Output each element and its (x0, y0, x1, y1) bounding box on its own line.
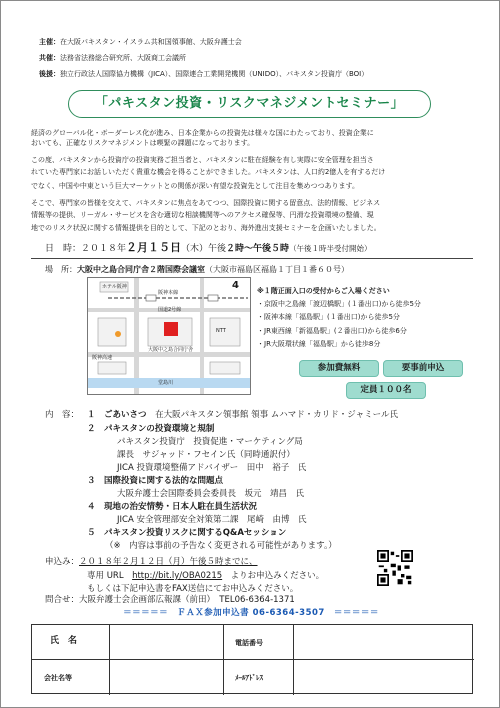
apply-url-link[interactable]: http://bit.ly/OBA0215 (132, 571, 223, 581)
map-label-line: 阪神本線 (158, 290, 179, 296)
content-item-2: ２ パキスタンの投資環境と規制 (87, 424, 215, 434)
intro-line: この度、パキスタンから投資庁の投資実務ご担当者と、パキスタンに駐在経験を有し実際に安全管理を担当さ (31, 156, 374, 164)
organizer-support: 後援：独立行政法人国際協力機構（JICA）、国際連合工業開発機関（UNIDO）、パキスタン投資庁（BOI） (39, 70, 369, 78)
intro-line: 経済のグローバル化・ボーダーレス化が進み、日本企業からの投資先は様々な国にわたっており、投資企業に (31, 129, 374, 137)
fax-header: ＝＝＝＝＝ ＦＡＸ参加申込書 06-6364-3507 ＝＝＝＝＝ (123, 608, 379, 618)
apply-fax-row: もしくは下記申込書をFAX送信にてお申込みください。 (87, 584, 299, 594)
map-label-expressway: 阪神高速 (92, 355, 113, 361)
map-label-river: 堂島川 (158, 380, 174, 386)
content-note: （※ 内容は事前の予告なく変更される可能性があります。） (105, 541, 337, 551)
divider (31, 258, 473, 259)
name-label: 氏 名 (50, 636, 78, 646)
badge-reservation: 要事前申込 (383, 360, 463, 377)
content-item-5: ５ パキスタン投資リスクに関するQ&Aセッション (87, 528, 287, 538)
seminar-title: 「パキスタン投資・リスクマネジメントセミナー」 (94, 96, 405, 111)
phone-field[interactable] (294, 625, 474, 660)
email-label: ﾒｰﾙｱﾄﾞﾚｽ (235, 674, 263, 682)
inquiry-row: 問合せ：大阪弁護士会企画部広報課（前田） TEL06-6364-1371 (45, 595, 295, 605)
content-item-1: １ ごあいさつ 在大阪パキスタン領事館 領事 ムハマド・カリド・ジャミール氏 (87, 410, 398, 420)
email-field[interactable] (294, 660, 474, 695)
intro-line: れていた専門家にお話しいただく貴重な機会を得ることができました。パキスタンは、人口約2億人を有するだけ (31, 168, 386, 176)
apply-row: 申込み：２０１８年２月１２日（月）午後５時までに、 (45, 557, 258, 567)
content-detail: JICA 安全管理部安全対策第二課 尾崎 由博 氏 (117, 515, 307, 525)
apply-url-row: 専用 URL http://bit.ly/OBA0215 よりお申込みください。 (87, 571, 325, 581)
content-label: 内 容： (45, 410, 80, 420)
intro-line: おいても、正確なリスクマネジメントは喫緊の課題になっております。 (31, 139, 255, 147)
qr-code-icon[interactable] (377, 550, 413, 586)
content-item-4: ４ 現地の治安情勢・日本人駐在員生活状況 (87, 502, 258, 512)
fax-application-form (31, 624, 473, 694)
access-route: ・阪神本線「福島駅」(１番出口)から徒歩5分 (257, 313, 400, 321)
map-label-building: 大阪中之島合同庁舎 (148, 347, 194, 353)
badge-free: 参加費無料 (299, 360, 379, 377)
map-label-ntt: NTT (216, 328, 226, 334)
organizer-cohost: 共催：法務省法務総合研究所、大阪商工会議所 (39, 54, 186, 62)
badge-capacity: 定員１００名 (346, 382, 426, 399)
map-label-hotel: ホテル阪神 (102, 284, 127, 290)
intro-line: 地でのリスク状況に関する情報提供を目的として、下記のとおり、海外進出支援セミナーを企画いたしました。 (31, 224, 381, 232)
access-map (87, 277, 251, 395)
intro-line: でなく、中国や中東という巨大マーケットとの関係が深い有望な投資先として注目を集めつつあります。 (31, 182, 359, 190)
access-route: ・京阪中之島線「渡辺橋駅」(１番出口)から徒歩5分 (257, 300, 421, 308)
company-field[interactable] (110, 660, 224, 695)
access-note: ※１階正面入口の受付からご入場ください (257, 287, 390, 295)
content-detail: 課長 サジャッド・フセイン氏（同時通訳付） (117, 450, 295, 460)
content-detail: パキスタン投資庁 投資促進・マーケティング局 (117, 437, 303, 447)
content-detail: 大阪弁護士会国際委員会委員長 坂元 靖昌 氏 (117, 489, 305, 499)
access-route: ・JR大阪環状線「福島駅」から徒歩8分 (257, 340, 381, 348)
date-row: 日 時：２０１８年２月１５日（木）午後２時～午後５時（午後１時半受付開始） (45, 241, 372, 254)
intro-line: 情報等の提供、リーガル・サービスを含む適切な相談機関等へのアクセス確保等、円滑な投資環境の整備、現 (31, 211, 374, 219)
map-label-kokudo: 国道2号線 (158, 307, 182, 313)
intro-line: そこで、専門家の皆様を交えて、パキスタンに焦点をあてつつ、国際投資に関する留意点、法的情報、ビジネス (31, 199, 381, 207)
organizer-host: 主催：在大阪パキスタン・イスラム共和国領事館、大阪弁護士会 (39, 38, 242, 46)
access-route: ・JR東西線「新福島駅」(２番出口)から徒歩6分 (257, 327, 407, 335)
content-detail: JICA 投資環境整備アドバイザー 田中 裕子 氏 (117, 463, 307, 473)
company-label: 会社名等 (44, 674, 72, 682)
content-item-3: ３ 国際投資に関する法的な問題点 (87, 476, 224, 486)
name-field[interactable] (110, 625, 224, 660)
seminar-title-box (68, 90, 431, 118)
map-label-number: 4 (232, 280, 239, 291)
venue-row: 場 所：大阪中之島合同庁舎２階国際会議室（大阪市福島区福島１丁目１番６０号） (45, 265, 349, 274)
phone-label: 電話番号 (235, 639, 263, 647)
